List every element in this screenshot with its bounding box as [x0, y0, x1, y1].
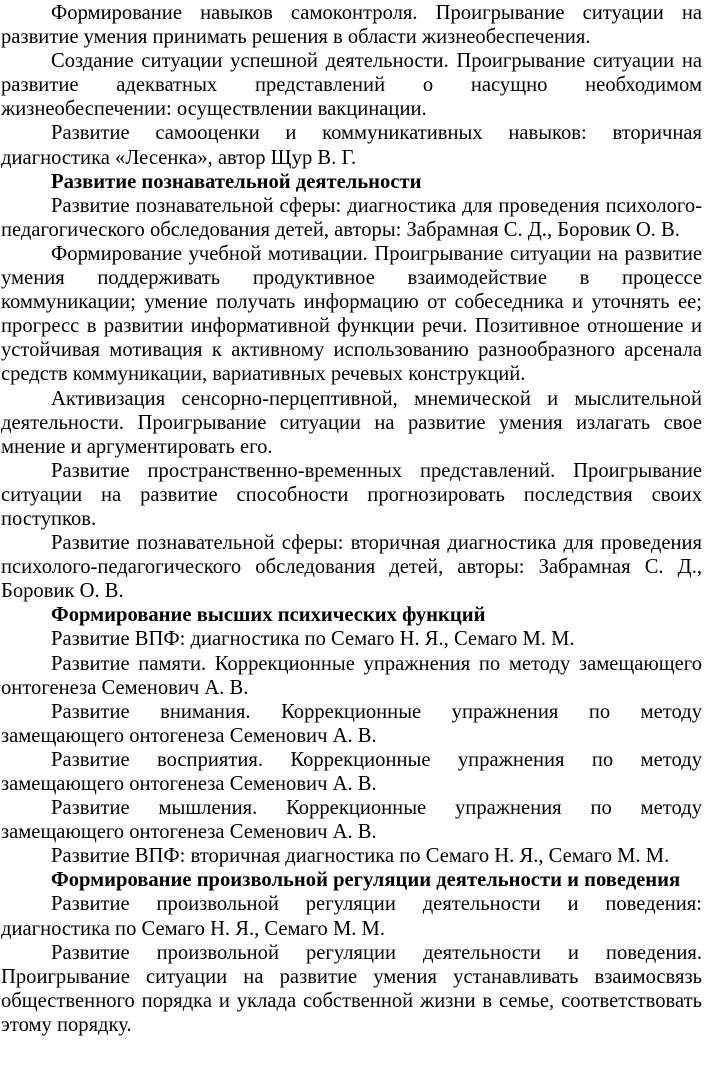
- paragraph-memory: Развитие памяти. Коррекционные упражнения по методу замещающего онтогенеза Семенович А. В.: [1, 652, 702, 699]
- paragraph-perception: Развитие восприятия. Коррекционные упражнения по методу замещающего онтогенеза Семенович А. В.: [1, 748, 702, 795]
- paragraph-self-control: Формирование навыков самоконтроля. Проигрывание ситуации на развитие умения принимать решения в области жизнеобеспечения.: [1, 2, 702, 49]
- paragraph-vpf-secondary: Развитие ВПФ: вторичная диагностика по Семаго Н. Я., Семаго М. М.: [51, 845, 670, 868]
- paragraph-self-esteem: Развитие самооценки и коммуникативных навыков: вторичная диагностика «Лесенка», автор Щур В. Г.: [1, 122, 702, 169]
- heading-voluntary-regulation: Формирование произвольной регуляции деятельности и поведения: [51, 869, 681, 892]
- paragraph-cognitive-diagnostics: Развитие познавательной сферы: диагностика для проведения психолого-педагогического обследования детей, авторы: Забрамная С. Д., Боровик О. В.: [1, 194, 702, 241]
- paragraph-learning-motivation: Формирование учебной мотивации. Проигрывание ситуации на развитие умения поддерживать продуктивное взаимодействие в процессе коммуникации; умение получать информацию от собеседника и уточнять ее; прогресс в развитии информативной функции речи. Позитивное отношение и устойчивая мотивация к активному использованию разнообразного арсенала средств коммуникации, вариативных речевых конструкций.: [1, 242, 702, 386]
- paragraph-vpf-diagnostics: Развитие ВПФ: диагностика по Семаго Н. Я., Семаго М. М.: [51, 628, 575, 651]
- paragraph-cognitive-secondary: Развитие познавательной сферы: вторичная диагностика для проведения психолого-педагогического обследования детей, авторы: Забрамная С. Д., Боровик О. В.: [1, 532, 702, 603]
- paragraph-regulation-situation: Развитие произвольной регуляции деятельности и поведения. Проигрывание ситуации на развитие умения устанавливать взаимосвязь общественного порядка и уклада собственной жизни в семье, соответствовать этому порядку.: [1, 941, 702, 1036]
- heading-cognitive-activity: Развитие познавательной деятельности: [51, 170, 422, 193]
- paragraph-success-situation: Создание ситуации успешной деятельности. Проигрывание ситуации на развитие адекватных представлений о насущно необходимом жизнеобеспечении: осуществлении вакцинации.: [1, 50, 702, 121]
- paragraph-attention: Развитие внимания. Коррекционные упражнения по методу замещающего онтогенеза Семенович А. В.: [1, 700, 702, 747]
- heading-higher-mental-functions: Формирование высших психических функций: [51, 604, 486, 627]
- paragraph-sensory-activation: Активизация сенсорно-перцептивной, мнемической и мыслительной деятельности. Проигрывание ситуации на развитие умения излагать свое мнение и аргументировать его.: [1, 387, 702, 458]
- paragraph-spatial-temporal: Развитие пространственно-временных представлений. Проигрывание ситуации на развитие способности прогнозировать последствия своих поступков.: [1, 459, 702, 530]
- paragraph-thinking: Развитие мышления. Коррекционные упражнения по методу замещающего онтогенеза Семенович А. В.: [1, 797, 702, 844]
- paragraph-regulation-diagnostics: Развитие произвольной регуляции деятельности и поведения: диагностика по Семаго Н. Я., Семаго М. М.: [1, 893, 702, 940]
